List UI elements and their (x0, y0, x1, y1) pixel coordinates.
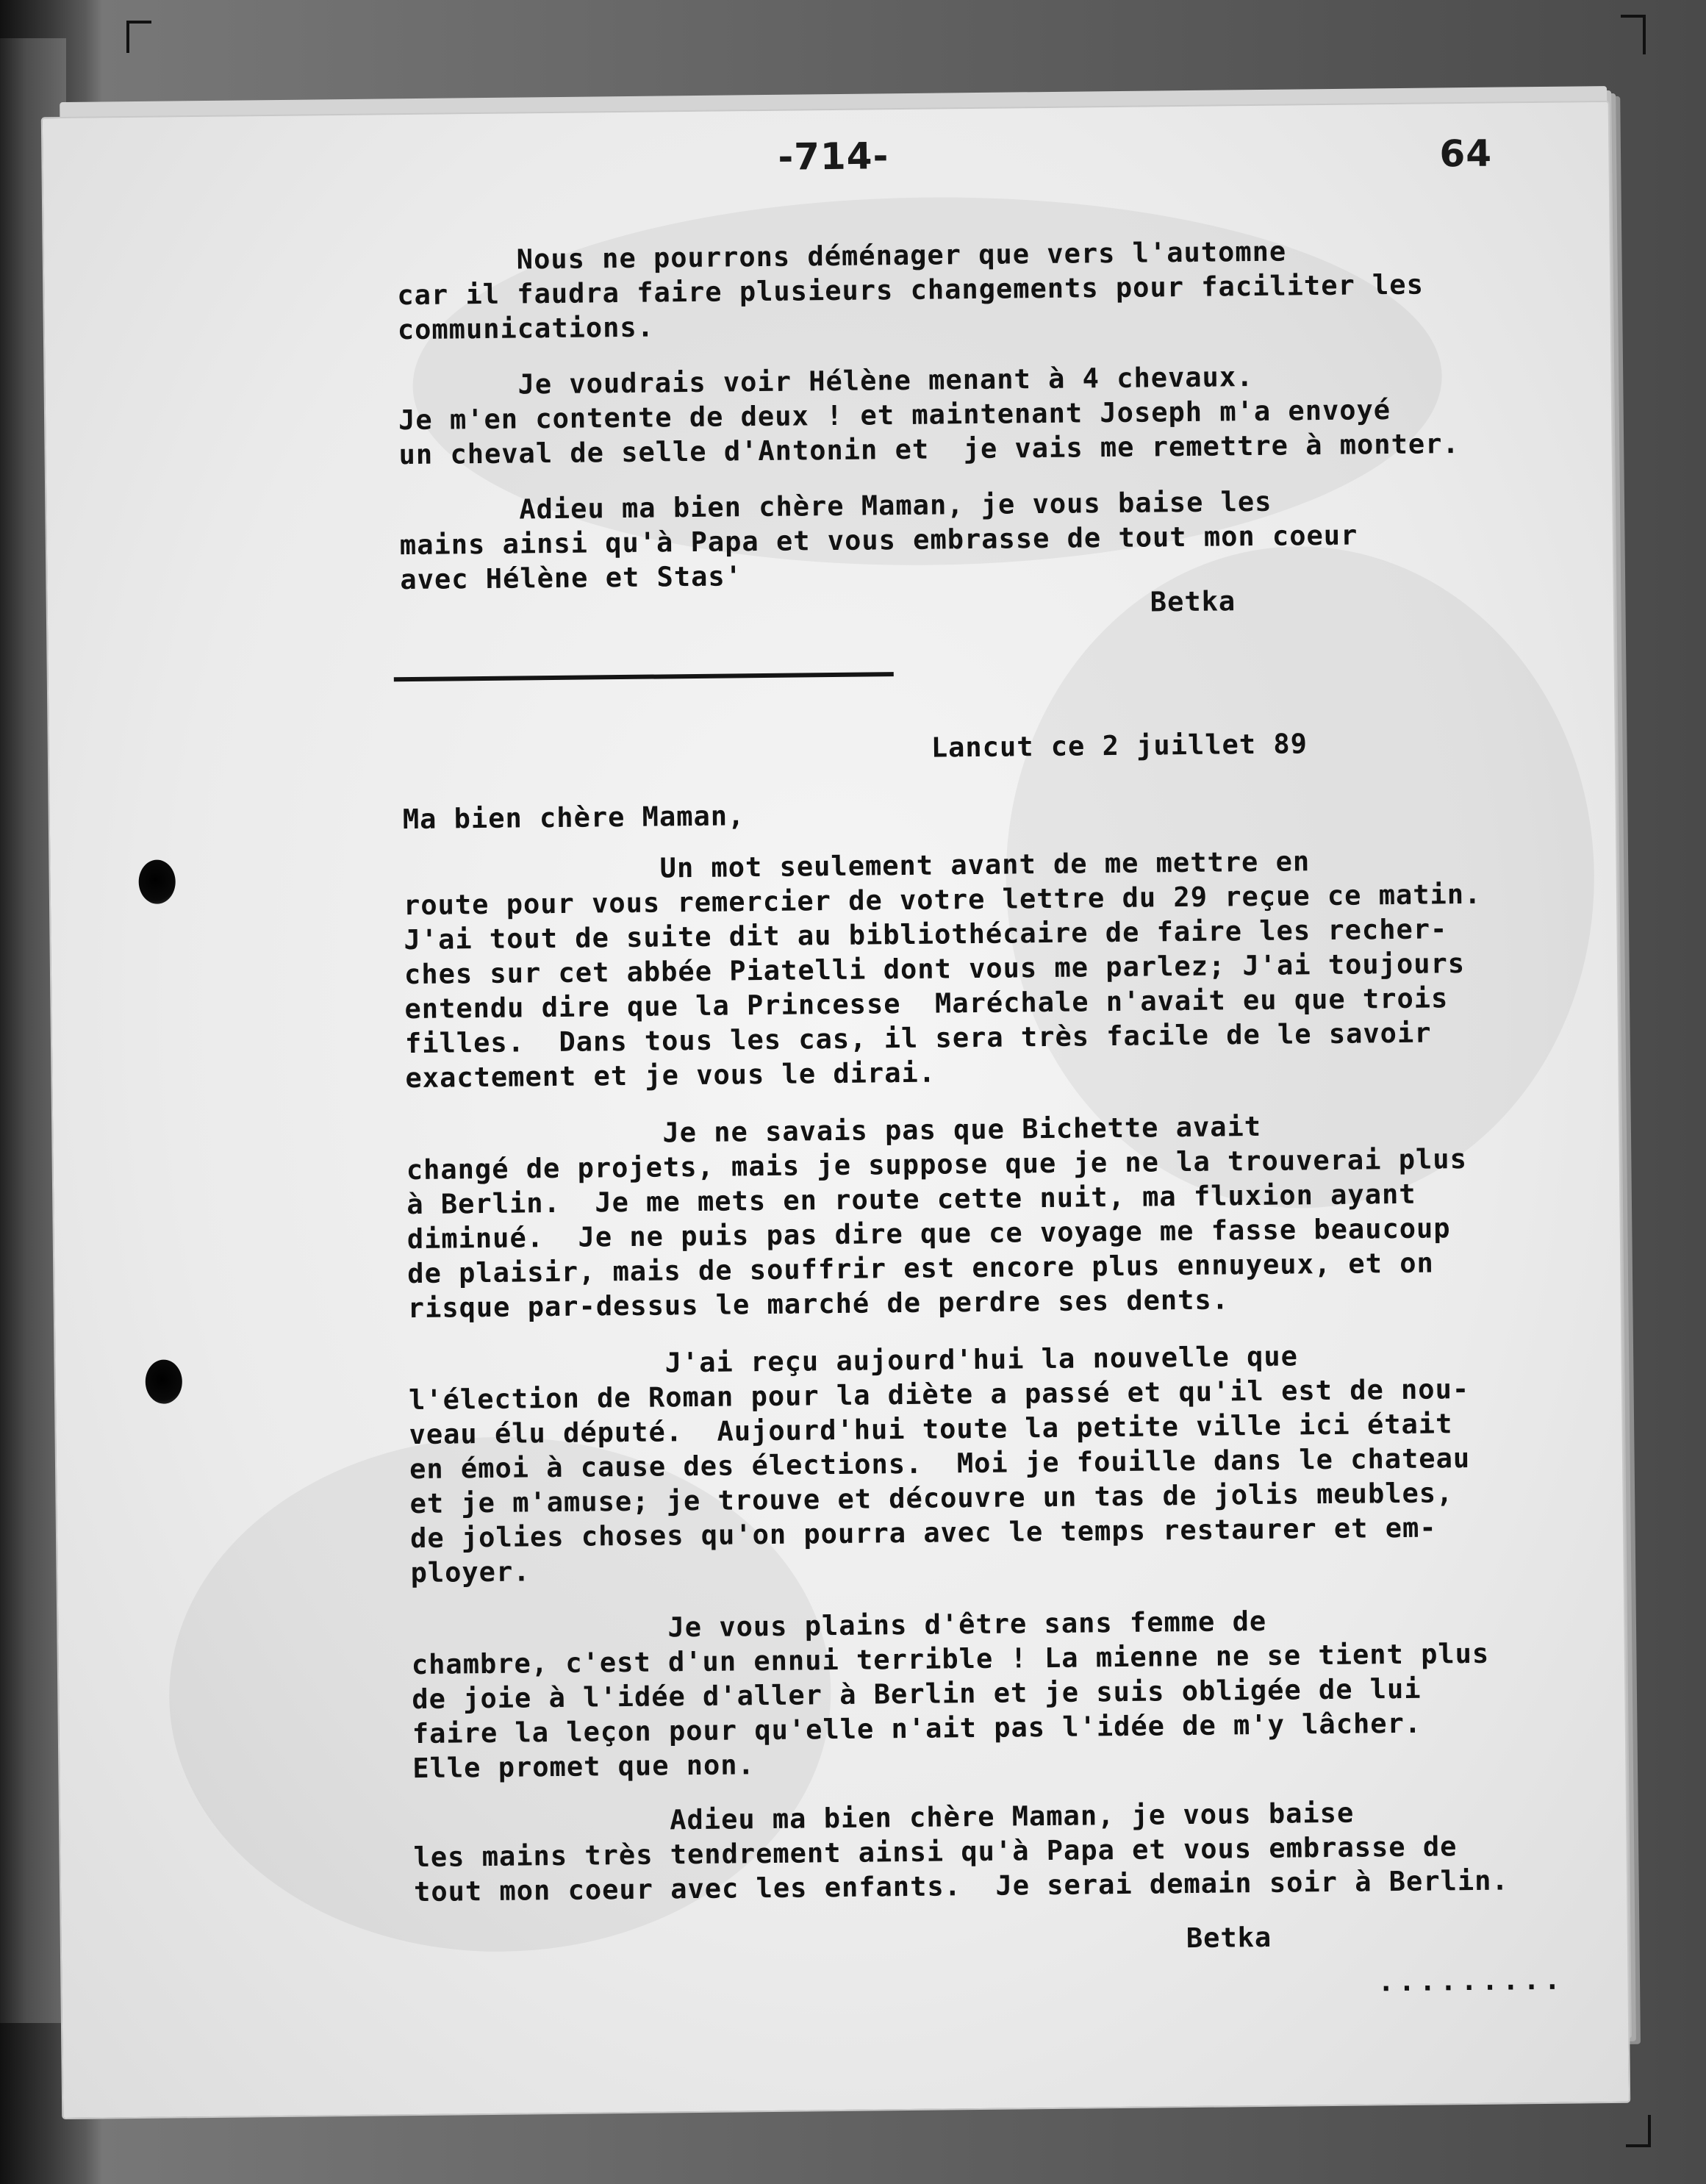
folio-right: 64 (1439, 132, 1493, 176)
letter2-text-line: entendu dire que la Princesse Maréchale n'avait eu que trois (404, 982, 1449, 1025)
letter1-text-line: communications. (397, 311, 655, 346)
letter2-salutation: Ma bien chère Maman, (402, 800, 745, 836)
letter2-text-line: à Berlin. Je me mets en route cette nuit, ma fluxion ayant (406, 1178, 1416, 1221)
letter2-text-line: ches sur cet abbée Piatelli dont vous me parlez; J'ai toujours (404, 948, 1466, 991)
letter2-text-line: tout mon coeur avec les enfants. Je serai demain soir à Berlin. (413, 1864, 1509, 1908)
letter2-text-line: les mains très tendrement ainsi qu'à Papa et vous embrasse de (413, 1830, 1458, 1874)
letter2-text-line: diminué. Je ne puis pas dire que ce voyage me fasse beaucoup (406, 1212, 1451, 1256)
letter1-text-line: Je m'en contente de deux ! et maintenant Joseph m'a envoyé (398, 394, 1391, 437)
letter2-text-line: risque par-dessus le marché de perdre ses dents. (407, 1283, 1230, 1325)
letter1-text-line: avec Hélène et Stas' (400, 560, 743, 596)
letter-text (43, 102, 1629, 2118)
letter2-text-line: Un mot seulement avant de me mettre en (403, 845, 1311, 887)
letter2-text-line: ployer. (410, 1555, 531, 1589)
letter2-text-line: de plaisir, mais de souffrir est encore plus ennuyeux, et on (407, 1247, 1435, 1290)
letter1-text-line: Je voudrais voir Hélène menant à 4 chevaux. (398, 360, 1254, 402)
crop-mark-top-right (1621, 15, 1646, 54)
letter1-text-line: mains ainsi qu'à Papa et vous embrasse de tout mon coeur (399, 519, 1358, 562)
typed-letter-page (43, 102, 1629, 2118)
folio-center: -714- (778, 135, 889, 179)
letter2-text-line: Je vous plains d'être sans femme de (411, 1605, 1267, 1647)
letter2-text-line: changé de projets, mais je suppose que je ne la trouverai plus (406, 1143, 1468, 1186)
closing-dots: ......... (1377, 1963, 1566, 1998)
letter2-text-line: Elle promet que non. (412, 1749, 756, 1785)
letter1-signature: Betka (1150, 585, 1236, 618)
letter1-text-line: Adieu ma bien chère Maman, je vous baise les (399, 485, 1272, 527)
letter2-text-line: Adieu ma bien chère Maman, je vous baise (412, 1797, 1355, 1839)
letter1-text-line: car il faudra faire plusieurs changements pour faciliter les (397, 268, 1424, 312)
letter2-signature: Betka (1186, 1921, 1272, 1955)
separator-rule (394, 672, 894, 681)
letter1-text-line: un cheval de selle d'Antonin et je vais me remettre à monter. (398, 428, 1460, 471)
letter2-text-line: Je ne savais pas que Bichette avait (406, 1110, 1262, 1152)
letter2-text-line: veau élu député. Aujourd'hui toute la petite ville ici était (409, 1408, 1453, 1451)
letter2-text-line: chambre, c'est d'un ennui terrible ! La mienne ne se tient plus (411, 1637, 1490, 1681)
letter2-text-line: faire la leçon pour qu'elle n'ait pas l'idée de m'y lâcher. (412, 1707, 1422, 1750)
letter2-text-line: J'ai tout de suite dit au bibliothécaire de faire les recher- (404, 913, 1448, 956)
letter2-text-line: J'ai reçu aujourd'hui la nouvelle que (408, 1340, 1299, 1382)
letter2-place-date: Lancut ce 2 juillet 89 (931, 728, 1308, 764)
letter2-text-line: exactement et je vous le dirai. (405, 1056, 936, 1095)
crop-mark-bottom-right (1626, 2115, 1651, 2147)
letter2-text-line: en émoi à cause des élections. Moi je fouille dans le chateau (409, 1442, 1471, 1486)
letter2-text-line: filles. Dans tous les cas, il sera très facile de le savoir (404, 1017, 1432, 1060)
letter2-text-line: de jolies choses qu'on pourra avec le temps restaurer et em- (409, 1511, 1437, 1555)
crop-mark-top-left (126, 21, 151, 53)
letter1-text-line: Nous ne pourrons déménager que vers l'automne (396, 235, 1287, 277)
letter2-text-line: et je m'amuse; je trouve et découvre un tas de jolis meubles, (409, 1477, 1454, 1520)
letter2-text-line: l'élection de Roman pour la diète a passé et qu'il est de nou- (408, 1372, 1470, 1417)
letter2-text-line: de joie à l'idée d'aller à Berlin et je suis obligée de lui (412, 1672, 1422, 1716)
letter2-text-line: route pour vous remercier de votre lettre du 29 reçue ce matin. (403, 878, 1482, 922)
